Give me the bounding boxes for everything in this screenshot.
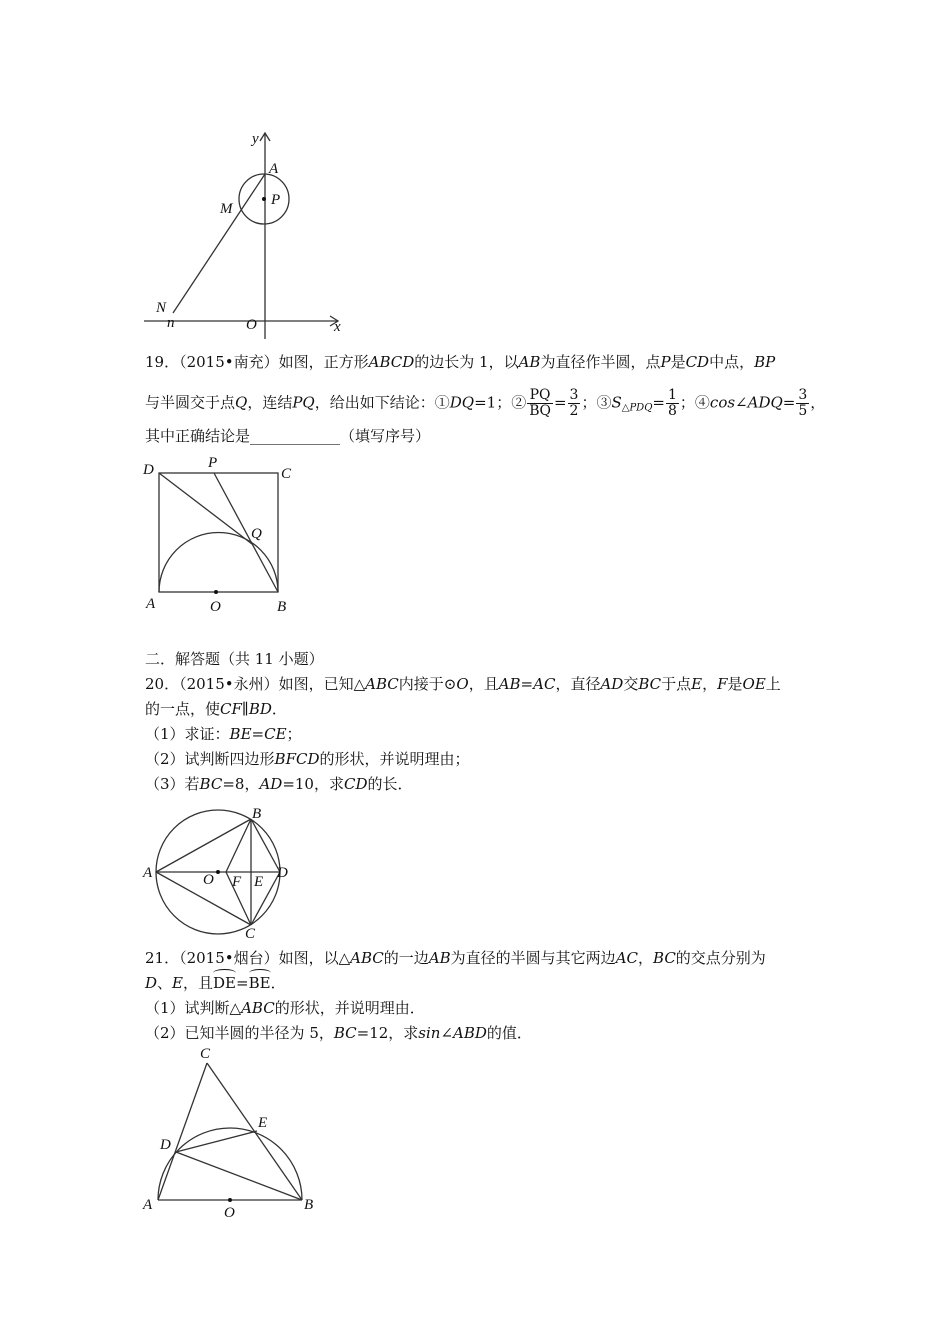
label-q: Q — [251, 526, 262, 542]
inscribed-triangle-diagram — [140, 800, 300, 940]
q20-line-1: 20．（2015•永州）如图，已知△ABC内接于⊙O，且AB=AC，直径AD交BC于点E，F是OE上 — [145, 675, 781, 693]
label-a: A — [146, 596, 156, 612]
coordinate-figure — [140, 125, 350, 340]
line-an — [173, 174, 265, 313]
q21-line-2: D、E，且DE=BE． — [145, 974, 286, 992]
segment-db — [176, 1152, 302, 1200]
label-o: O — [224, 1205, 235, 1221]
q20-line-2: 的一点，使CF∥BD． — [145, 700, 287, 718]
circle-figure — [140, 800, 300, 940]
label-d: D — [160, 1137, 171, 1153]
q21-line-1: 21．（2015•烟台）如图，以△ABC的一边AB为直径的半圆与其它两边AC，BC的交点分别为 — [145, 949, 766, 967]
point-o — [216, 870, 220, 874]
label-c: C — [200, 1046, 211, 1062]
label-n-lower: n — [167, 315, 175, 331]
q20-part-3: （3）若BC=8，AD=10，求CD的长． — [145, 775, 413, 793]
label-o: O — [210, 599, 221, 615]
label-m: M — [220, 201, 233, 217]
label-d: D — [143, 462, 154, 478]
arc-be: BE — [248, 974, 271, 992]
label-b: B — [304, 1197, 314, 1213]
label-f: F — [232, 874, 242, 890]
segment-ac — [158, 1063, 207, 1200]
semicircle-triangle-diagram — [140, 1045, 330, 1225]
fraction-3-2: $\frac{3}{2}$ — [569, 387, 579, 419]
label-p: P — [208, 455, 218, 471]
label-n-upper: N — [156, 300, 167, 316]
point-p — [262, 197, 266, 201]
label-y: y — [252, 131, 259, 147]
segment-bf — [226, 819, 251, 872]
q20-part-2: （2）试判断四边形BFCD的形状，并说明理由； — [145, 750, 470, 768]
arc-de: DE — [213, 974, 236, 992]
answer-blank: ____________ — [250, 427, 341, 445]
q19-line-2: 与半圆交于点Q，连结PQ，给出如下结论：①DQ=1；② $\frac{PQ}{BQ}$ = $\frac{3}{2}$ ；$③S_{\triangle PDQ}=$ $\frac{1}{8}$ ；④cos∠ADQ= $\frac{3}{5}$ ， — [145, 387, 826, 419]
q21-part-1: （1）试判断△ABC的形状，并说明理由． — [145, 999, 425, 1017]
q19-line-1: 19．（2015•南充）如图，正方形ABCD的边长为 1，以AB为直径作半圆，点P是CD中点，BP — [145, 353, 776, 371]
label-x: x — [334, 319, 341, 335]
label-e: E — [254, 874, 264, 890]
label-c: C — [281, 466, 292, 482]
fraction-3-5: $\frac{3}{5}$ — [798, 387, 808, 419]
label-a: A — [143, 1197, 153, 1213]
point-o — [228, 1198, 232, 1202]
label-p: P — [271, 192, 281, 208]
q20-part-1: （1）求证：BE=CE； — [145, 725, 302, 743]
label-c: C — [245, 926, 256, 940]
q21-part-2: （2）已知半圆的半径为 5，BC=12，求sin∠ABD的值． — [145, 1024, 532, 1042]
point-o — [214, 590, 218, 594]
segment-bd — [251, 819, 280, 872]
label-b: B — [252, 806, 262, 822]
coordinate-diagram — [140, 125, 350, 340]
label-o: O — [203, 872, 214, 888]
q19-line-3: 其中正确结论是____________（填写序号） — [145, 427, 431, 445]
segment-ab — [156, 819, 251, 872]
triangle-figure — [140, 1045, 330, 1225]
square-figure — [140, 452, 300, 617]
label-o: O — [246, 317, 257, 333]
label-a: A — [269, 161, 279, 177]
section-heading: 二．解答题（共 11 小题） — [145, 650, 324, 668]
label-e: E — [258, 1115, 268, 1131]
label-d: D — [277, 865, 288, 881]
label-a: A — [143, 865, 153, 881]
square-diagram — [140, 452, 300, 617]
fraction-pq-bq: $\frac{PQ}{BQ}$ — [529, 387, 551, 419]
label-b: B — [277, 599, 287, 615]
fraction-1-8: $\frac{1}{8}$ — [667, 387, 677, 419]
